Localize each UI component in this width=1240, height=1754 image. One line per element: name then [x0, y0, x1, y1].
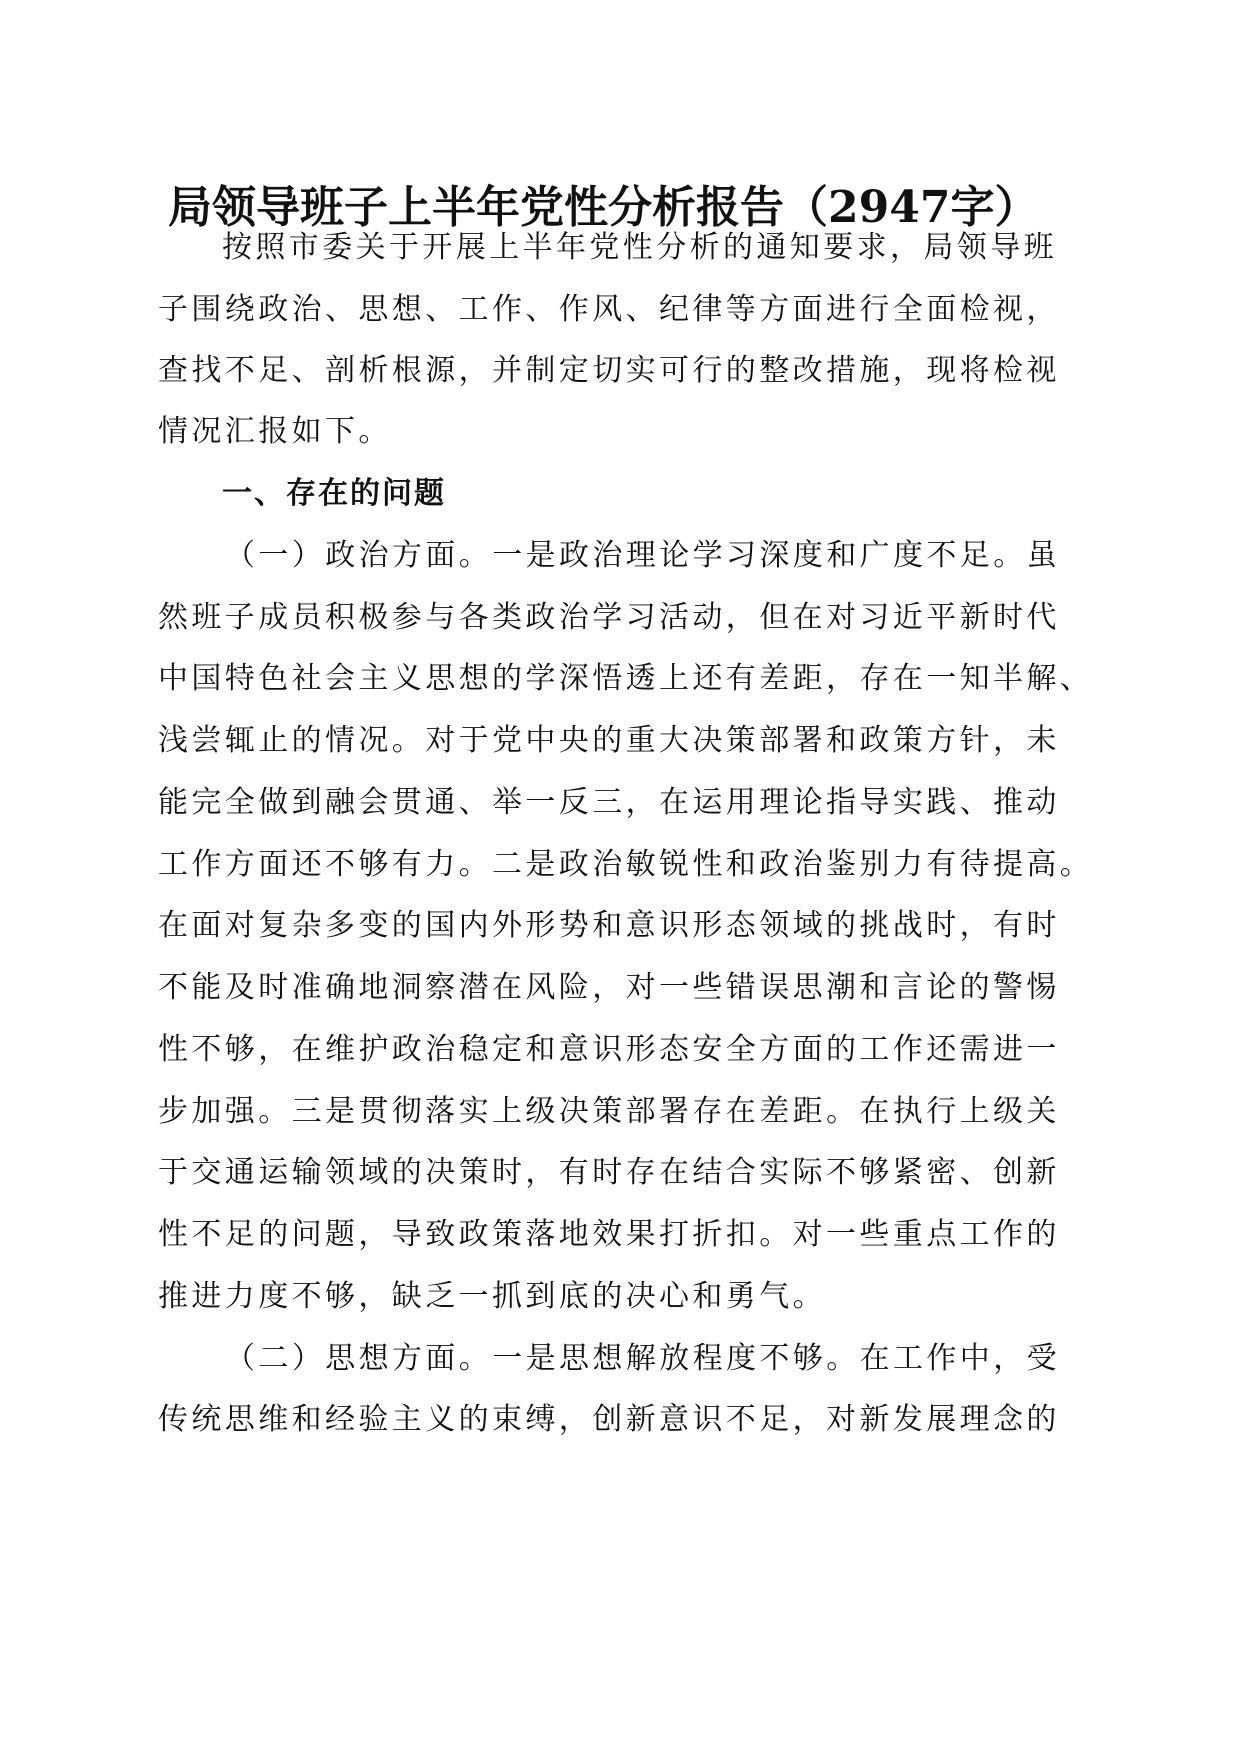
paragraph-line: 于交通运输领域的决策时，有时存在结合实际不够紧密、创新 — [158, 1155, 1060, 1190]
section-heading: 一、存在的问题 — [222, 476, 446, 511]
paragraph-line: 工作方面还不够有力。二是政治敏锐性和政治鉴别力有待提高。 — [158, 847, 1094, 882]
paragraph-line: 步加强。三是贯彻落实上级决策部署存在差距。在执行上级关 — [158, 1094, 1060, 1129]
paragraph-line: （一）政治方面。一是政治理论学习深度和广度不足。虽 — [225, 538, 1060, 573]
paragraph-line: 中国特色社会主义思想的学深悟透上还有差距，存在一知半解、 — [158, 661, 1094, 696]
paragraph-line: 子围绕政治、思想、工作、作风、纪律等方面进行全面检视， — [158, 292, 1060, 327]
paragraph-line: 按照市委关于开展上半年党性分析的通知要求，局领导班 — [222, 230, 1057, 265]
paragraph-line: 情况汇报如下。 — [158, 414, 392, 449]
paragraph-line: （二）思想方面。一是思想解放程度不够。在工作中，受 — [225, 1341, 1060, 1376]
paragraph-line: 在面对复杂多变的国内外形势和意识形态领域的挑战时，有时 — [158, 908, 1060, 943]
paragraph-line: 不能及时准确地洞察潜在风险，对一些错误思潮和言论的警惕 — [158, 970, 1060, 1005]
paragraph-line: 然班子成员积极参与各类政治学习活动，但在对习近平新时代 — [158, 600, 1060, 635]
paragraph-line: 能完全做到融会贯通、举一反三，在运用理论指导实践、推动 — [158, 785, 1060, 820]
paragraph-line: 性不足的问题，导致政策落地效果打折扣。对一些重点工作的 — [158, 1217, 1060, 1252]
paragraph-line: 查找不足、剖析根源，并制定切实可行的整改措施，现将检视 — [158, 353, 1060, 388]
paragraph-line: 浅尝辄止的情况。对于党中央的重大决策部署和政策方针，未 — [158, 723, 1060, 758]
paragraph-line: 性不够，在维护政治稳定和意识形态安全方面的工作还需进一 — [158, 1032, 1060, 1067]
paragraph-line: 传统思维和经验主义的束缚，创新意识不足，对新发展理念的 — [158, 1402, 1060, 1437]
paragraph-line: 推进力度不够，缺乏一抓到底的决心和勇气。 — [158, 1279, 826, 1314]
document-title: 局领导班子上半年党性分析报告（2947字） — [168, 182, 1039, 233]
